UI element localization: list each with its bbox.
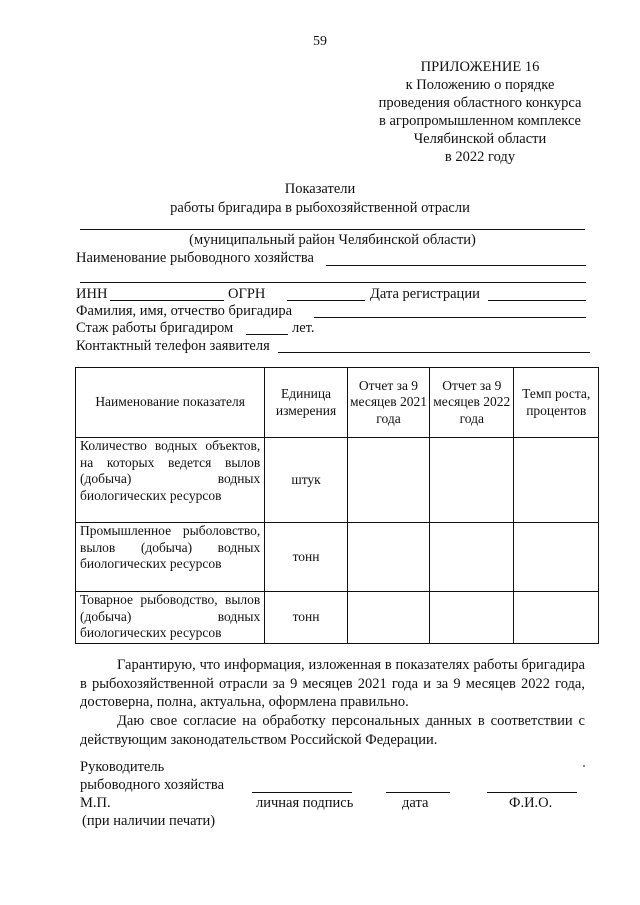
district-field[interactable] (80, 229, 585, 230)
experience-label: Стаж работы бригадиром (76, 320, 234, 336)
table-header-row (76, 368, 599, 438)
district-caption: (муниципальный район Челябинской области) (189, 232, 476, 248)
ogrn-label: ОГРН (228, 286, 266, 302)
row-unit: тонн (265, 523, 348, 592)
row-unit: тонн (265, 592, 348, 644)
value-2022-cell[interactable] (430, 592, 514, 644)
table-row (76, 438, 599, 523)
row-name: Промышленное рыболовство, вылов (добыча) водных биологических ресурсов (76, 523, 265, 592)
appendix-line: в 2022 году (444, 149, 516, 165)
fio-label: Фамилия, имя, отчество бригадира (76, 303, 293, 319)
row-unit: штук (265, 438, 348, 523)
experience-field[interactable] (246, 334, 288, 335)
appendix-line: Челябинской области (413, 131, 547, 147)
guarantee-paragraph: Гарантирую, что информация, изложенная в показателях работы бригадира в рыбохозяйственной отрасли за 9 месяцев 2021 года и за 9 месяцев 2022 года, достоверна, полна, актуальна, оформлена правильно. (80, 657, 585, 710)
date-field[interactable] (386, 792, 450, 793)
growth-cell[interactable] (514, 438, 599, 523)
date-caption: дата (402, 795, 429, 811)
phone-label: Контактный телефон заявителя (76, 338, 270, 354)
signature-field[interactable] (252, 792, 352, 793)
appendix-line: ПРИЛОЖЕНИЕ 16 (420, 59, 540, 75)
ogrn-field[interactable] (287, 300, 365, 301)
appendix-header (360, 58, 600, 166)
reg-date-field[interactable] (488, 300, 586, 301)
document-title (0, 180, 640, 218)
phone-field[interactable] (278, 352, 590, 353)
header-unit: Единица измерения (265, 368, 348, 438)
header-report-2021: Отчет за 9 месяцев 2021 года (347, 368, 429, 438)
appendix-line: к Положению о порядке (405, 77, 555, 93)
table-row (76, 592, 599, 644)
appendix-line: в агропромышленном комплексе (378, 113, 581, 129)
value-2022-cell[interactable] (430, 438, 514, 523)
head-label-line-1: Руководитель (80, 759, 165, 775)
farm-name-field-continued[interactable] (80, 282, 586, 283)
page-number: 59 (313, 34, 327, 49)
row-name: Количество водных объектов, на которых ведется вылов (добыча) водных биологических ресурсов (76, 438, 265, 523)
personal-signature-caption: личная подпись (256, 795, 354, 811)
fio-signature-field[interactable] (487, 792, 577, 793)
value-2021-cell[interactable] (347, 438, 429, 523)
farm-name-label: Наименование рыбоводного хозяйства (76, 250, 314, 266)
growth-cell[interactable] (514, 523, 599, 592)
seal-note: (при наличии печати) (82, 813, 216, 829)
value-2022-cell[interactable] (430, 523, 514, 592)
fio-caption: Ф.И.О. (509, 795, 553, 811)
growth-cell[interactable] (514, 592, 599, 644)
reg-date-label: Дата регистрации (370, 286, 480, 302)
experience-suffix: лет. (292, 320, 315, 336)
inn-label: ИНН (76, 286, 108, 302)
indicators-table (75, 367, 599, 644)
consent-paragraph: Даю свое согласие на обработку персональных данных в соответствии с действующим законодательством Российской Федерации. (80, 713, 585, 748)
header-name: Наименование показателя (76, 368, 265, 438)
title-line-1: Показатели (284, 181, 356, 197)
farm-name-field[interactable] (326, 265, 586, 266)
scan-speck (583, 765, 585, 767)
title-line-2: работы бригадира в рыбохозяйственной отрасли (170, 200, 470, 216)
header-report-2022: Отчет за 9 месяцев 2022 года (430, 368, 514, 438)
head-label-line-2: рыбоводного хозяйства (80, 777, 225, 793)
inn-field[interactable] (110, 300, 224, 301)
mp-label: М.П. (80, 795, 111, 811)
row-name: Товарное рыбоводство, вылов (добыча) водных биологических ресурсов (76, 592, 265, 644)
value-2021-cell[interactable] (347, 523, 429, 592)
header-growth: Темп роста, процентов (514, 368, 599, 438)
value-2021-cell[interactable] (347, 592, 429, 644)
fio-field[interactable] (314, 317, 586, 318)
table-row (76, 523, 599, 592)
appendix-line: проведения областного конкурса (378, 95, 582, 111)
